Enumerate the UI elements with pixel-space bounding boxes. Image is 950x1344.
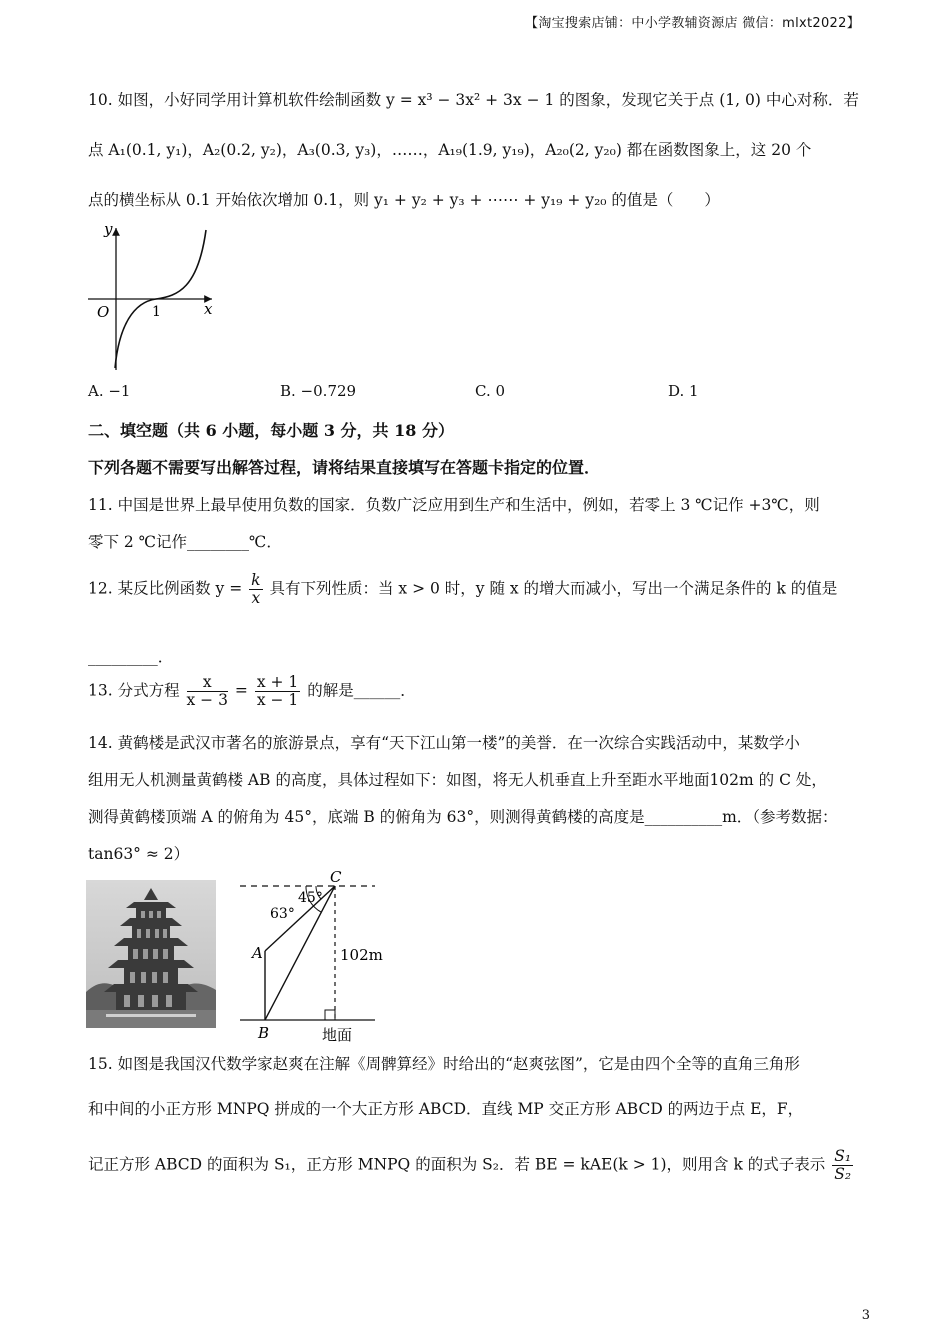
tick-one-label: 1	[152, 304, 161, 320]
x-axis-label: x	[204, 300, 213, 318]
q13-f1-num: x	[187, 674, 228, 692]
q13-line	[88, 674, 416, 709]
q12-frac-den: x	[251, 589, 261, 608]
q10-option-a: A. −1	[88, 382, 131, 400]
section-2-title: 二、填空题（共 6 小题，每小题 3 分，共 18 分）	[88, 421, 454, 440]
q10-option-b: B. −0.729	[280, 382, 357, 400]
label-c: C	[330, 868, 342, 886]
yellow-crane-tower-photo	[86, 880, 216, 1028]
right-angle-mark	[325, 1010, 335, 1020]
q13-suffix: 的解是______．	[307, 681, 416, 700]
q11-line-1: 11. 中国是世界上最早使用负数的国家．负数广泛应用到生产和生活中，例如，若零上 3 ℃记作 +3℃，则	[88, 496, 820, 514]
q15-frac-den: S₂	[834, 1165, 852, 1184]
q12-fraction	[249, 572, 262, 607]
q12-frac-num: k	[251, 571, 261, 589]
q15-fraction	[832, 1148, 853, 1183]
q15-line-3	[88, 1148, 855, 1183]
q14-geometry-diagram	[230, 868, 390, 1048]
page-number: 3	[861, 1308, 870, 1323]
label-a: A	[252, 944, 263, 962]
label-angle-63: 63°	[270, 906, 295, 922]
q15-line-1: 15. 如图是我国汉代数学家赵爽在注解《周髀算经》时给出的“赵爽弦图”，它是由四个全等的直角三角形	[88, 1055, 800, 1073]
q10-function-graph	[86, 220, 221, 372]
q14-line-4: tan63° ≈ 2）	[88, 845, 190, 863]
origin-label: O	[97, 303, 110, 321]
q10-line-3: 点的横坐标从 0.1 开始依次增加 0.1，则 y₁ + y₂ + y₃ + ⋯⋯ + y₁₉ + y₂₀ 的值是（ ）	[88, 191, 720, 209]
y-axis-label: y	[104, 220, 113, 238]
q13-f2-num: x + 1	[256, 673, 299, 691]
label-angle-45: 45°	[298, 890, 323, 906]
q13-f2-den: x − 1	[256, 691, 299, 710]
q14-line-2: 组用无人机测量黄鹤楼 AB 的高度，具体过程如下：如图，将无人机垂直上升至距水平地面102m 的 C 处，	[88, 771, 827, 789]
label-b: B	[258, 1024, 270, 1042]
q12-line-1	[88, 572, 837, 607]
q12-prefix: 12. 某反比例函数 y =	[88, 579, 243, 598]
q15-line-2: 和中间的小正方形 MNPQ 拼成的一个大正方形 ABCD．直线 MP 交正方形 ABCD 的两边于点 E，F，	[88, 1100, 804, 1118]
page-header: 【淘宝搜索店铺：中小学教辅资源店 微信：mlxt2022】	[525, 16, 860, 31]
q10-option-c: C. 0	[475, 382, 506, 400]
q15-frac-num: S₁	[834, 1147, 852, 1165]
q15-line-3-text: 记正方形 ABCD 的面积为 S₁，正方形 MNPQ 的面积为 S₂．若 BE = kAE(k > 1)，则用含 k 的式子表示	[88, 1155, 826, 1174]
q13-fraction-1	[187, 674, 228, 709]
q13-f1-den: x − 3	[186, 691, 228, 710]
q12-suffix: 具有下列性质：当 x > 0 时，y 随 x 的增大而减小，写出一个满足条件的 k 的值是	[269, 579, 838, 598]
q10-line-2: 点 A₁(0.1, y₁)，A₂(0.2, y₂)，A₃(0.3, y₃)，……，A₁₉(1.9, y₁₉)，A₂₀(2, y₂₀) 都在函数图象上，这 20 个	[88, 141, 812, 159]
q11-line-2: 零下 2 ℃记作________℃．	[88, 533, 282, 551]
q13-fraction-2	[255, 674, 300, 709]
q12-line-2: _________．	[88, 648, 174, 666]
section-2-instruction: 下列各题不需要写出解答过程，请将结果直接填写在答题卡指定的位置．	[88, 458, 601, 477]
label-ground: 地面	[322, 1026, 353, 1044]
q14-line-3: 测得黄鹤楼顶端 A 的俯角为 45°，底端 B 的俯角为 63°，则测得黄鹤楼的高度是__________m．（参考数据：	[88, 808, 838, 826]
q14-line-1: 14. 黄鹤楼是武汉市著名的旅游景点，享有“天下江山第一楼”的美誉．在一次综合实践活动中，某数学小	[88, 734, 800, 752]
q13-equals: =	[234, 681, 248, 700]
q10-line-1: 10. 如图，小好同学用计算机软件绘制函数 y = x³ − 3x² + 3x − 1 的图象，发现它关于点 (1, 0) 中心对称．若	[88, 91, 859, 109]
q10-option-d: D. 1	[668, 382, 699, 400]
q13-prefix: 13. 分式方程	[88, 681, 180, 700]
label-height: 102m	[340, 946, 383, 964]
